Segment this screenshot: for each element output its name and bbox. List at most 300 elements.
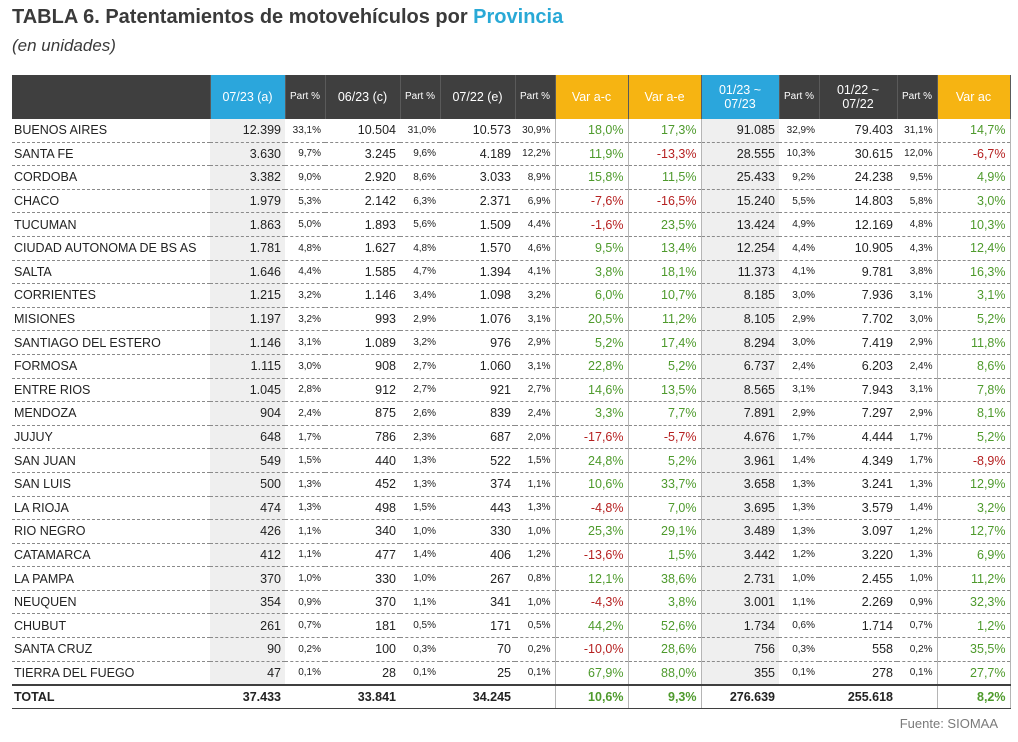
- value-06-23: 2.920: [325, 166, 400, 190]
- value-07-22: 3.033: [440, 166, 515, 190]
- part-06-23: 4,8%: [400, 236, 440, 260]
- part-ytd-23: 5,5%: [779, 189, 819, 213]
- part-07-23: 1,1%: [285, 520, 325, 544]
- province-name: LA PAMPA: [12, 567, 210, 591]
- value-06-23: 10.504: [325, 119, 400, 142]
- var-a-c: -7,6%: [555, 189, 628, 213]
- var-a-c: 3,8%: [555, 260, 628, 284]
- value-07-22: 1.570: [440, 236, 515, 260]
- part-07-22: 6,9%: [515, 189, 555, 213]
- value-ytd-23: 13.424: [701, 213, 779, 237]
- var-a-e: 11,5%: [628, 166, 701, 190]
- var-a-c: -4,3%: [555, 590, 628, 614]
- value-07-23: 549: [210, 449, 285, 473]
- var-ac: 16,3%: [937, 260, 1010, 284]
- value-06-23: 993: [325, 307, 400, 331]
- var-a-e: -5,7%: [628, 425, 701, 449]
- var-a-e: -16,5%: [628, 189, 701, 213]
- var-ac: -8,9%: [937, 449, 1010, 473]
- value-07-22: 70: [440, 638, 515, 662]
- value-07-23: 426: [210, 520, 285, 544]
- total-row: [12, 685, 1010, 709]
- value-06-23: 786: [325, 425, 400, 449]
- table-row: [12, 661, 1010, 685]
- var-a-e: 5,2%: [628, 449, 701, 473]
- var-a-c: -4,8%: [555, 496, 628, 520]
- var-a-c: -1,6%: [555, 213, 628, 237]
- header-var-a-c: Var a-c: [555, 75, 628, 119]
- var-a-c: 6,0%: [555, 284, 628, 308]
- var-a-c: 22,8%: [555, 354, 628, 378]
- province-name: LA RIOJA: [12, 496, 210, 520]
- value-ytd-22: 3.241: [819, 472, 897, 496]
- value-ytd-22: 6.203: [819, 354, 897, 378]
- part-06-23: 5,6%: [400, 213, 440, 237]
- var-a-c: 12,1%: [555, 567, 628, 591]
- var-a-c: 3,3%: [555, 402, 628, 426]
- part-ytd-23: 3,0%: [779, 331, 819, 355]
- province-name: CATAMARCA: [12, 543, 210, 567]
- part-06-23: 1,0%: [400, 520, 440, 544]
- source-note: Fuente: SIOMAA: [899, 716, 998, 731]
- value-06-23: 912: [325, 378, 400, 402]
- part-07-22: 1,1%: [515, 472, 555, 496]
- value-ytd-22: 14.803: [819, 189, 897, 213]
- part-ytd-22: 3,1%: [897, 378, 937, 402]
- part-07-22: 3,1%: [515, 354, 555, 378]
- province-name: TIERRA DEL FUEGO: [12, 661, 210, 685]
- var-a-c: 10,6%: [555, 472, 628, 496]
- value-07-22: 374: [440, 472, 515, 496]
- part-ytd-23: 3,1%: [779, 378, 819, 402]
- part-06-23: 4,7%: [400, 260, 440, 284]
- part-ytd-23: 3,0%: [779, 284, 819, 308]
- value-07-23: 261: [210, 614, 285, 638]
- var-a-e: 9,3%: [628, 685, 701, 709]
- part-ytd-23: 1,2%: [779, 543, 819, 567]
- part-ytd-22: 1,7%: [897, 449, 937, 473]
- part-06-23: 9,6%: [400, 142, 440, 166]
- part-ytd-23: 10,3%: [779, 142, 819, 166]
- part-ytd-23: 1,1%: [779, 590, 819, 614]
- part-07-23: 1,7%: [285, 425, 325, 449]
- header-province: [12, 75, 210, 119]
- value-07-22: 1.076: [440, 307, 515, 331]
- province-name: MENDOZA: [12, 402, 210, 426]
- var-a-c: -17,6%: [555, 425, 628, 449]
- value-ytd-22: 2.455: [819, 567, 897, 591]
- part-ytd-23: 4,4%: [779, 236, 819, 260]
- value-07-22: 1.060: [440, 354, 515, 378]
- value-07-22: 10.573: [440, 119, 515, 142]
- value-ytd-23: 8.294: [701, 331, 779, 355]
- value-07-23: 12.399: [210, 119, 285, 142]
- part-ytd-22: 12,0%: [897, 142, 937, 166]
- table-row: [12, 284, 1010, 308]
- part-07-23: 3,2%: [285, 284, 325, 308]
- part-06-23: 1,5%: [400, 496, 440, 520]
- value-ytd-22: 2.269: [819, 590, 897, 614]
- var-a-c: 18,0%: [555, 119, 628, 142]
- value-ytd-22: 10.905: [819, 236, 897, 260]
- value-07-22: 687: [440, 425, 515, 449]
- value-ytd-22: 3.220: [819, 543, 897, 567]
- var-a-e: 11,2%: [628, 307, 701, 331]
- value-ytd-23: 276.639: [701, 685, 779, 709]
- value-07-23: 1.146: [210, 331, 285, 355]
- table-subtitle: (en unidades): [12, 36, 116, 55]
- part-06-23: 2,7%: [400, 378, 440, 402]
- part-07-23: 0,2%: [285, 638, 325, 662]
- value-06-23: 477: [325, 543, 400, 567]
- table-row: [12, 142, 1010, 166]
- table-row: [12, 378, 1010, 402]
- part-07-23: 3,2%: [285, 307, 325, 331]
- value-07-22: 330: [440, 520, 515, 544]
- value-ytd-22: 7.702: [819, 307, 897, 331]
- part-ytd-23: 1,3%: [779, 496, 819, 520]
- value-ytd-22: 3.579: [819, 496, 897, 520]
- table-row: [12, 307, 1010, 331]
- value-07-22: 1.394: [440, 260, 515, 284]
- part-ytd-22: 3,8%: [897, 260, 937, 284]
- var-ac: 8,2%: [937, 685, 1010, 709]
- value-07-23: 1.979: [210, 189, 285, 213]
- table-row: [12, 236, 1010, 260]
- value-07-23: 1.115: [210, 354, 285, 378]
- table-row: [12, 638, 1010, 662]
- header-var-a-e: Var a-e: [628, 75, 701, 119]
- value-07-23: 412: [210, 543, 285, 567]
- part-07-23: [285, 685, 325, 709]
- value-06-23: 330: [325, 567, 400, 591]
- table-row: [12, 590, 1010, 614]
- header-part-a: Part %: [285, 75, 325, 119]
- header-var-ac: Var ac: [937, 75, 1010, 119]
- var-a-c: 67,9%: [555, 661, 628, 685]
- value-07-23: 1.863: [210, 213, 285, 237]
- part-ytd-22: 0,1%: [897, 661, 937, 685]
- value-ytd-22: 558: [819, 638, 897, 662]
- part-07-22: 2,0%: [515, 425, 555, 449]
- province-name: CORRIENTES: [12, 284, 210, 308]
- value-07-23: 354: [210, 590, 285, 614]
- part-ytd-22: 1,2%: [897, 520, 937, 544]
- part-06-23: 3,4%: [400, 284, 440, 308]
- part-07-23: 2,8%: [285, 378, 325, 402]
- value-07-22: 4.189: [440, 142, 515, 166]
- value-06-23: 875: [325, 402, 400, 426]
- value-07-23: 648: [210, 425, 285, 449]
- province-name: MISIONES: [12, 307, 210, 331]
- table-body: [12, 119, 1010, 709]
- value-ytd-23: 8.185: [701, 284, 779, 308]
- table-row: [12, 472, 1010, 496]
- var-a-e: 13,5%: [628, 378, 701, 402]
- value-07-22: 1.509: [440, 213, 515, 237]
- var-a-e: 88,0%: [628, 661, 701, 685]
- var-a-c: 15,8%: [555, 166, 628, 190]
- part-ytd-22: 2,4%: [897, 354, 937, 378]
- part-ytd-23: [779, 685, 819, 709]
- var-ac: 12,9%: [937, 472, 1010, 496]
- part-ytd-23: 1,3%: [779, 520, 819, 544]
- table-row: [12, 567, 1010, 591]
- value-06-23: 3.245: [325, 142, 400, 166]
- part-07-22: 0,5%: [515, 614, 555, 638]
- province-name: SANTIAGO DEL ESTERO: [12, 331, 210, 355]
- value-07-23: 500: [210, 472, 285, 496]
- value-ytd-22: 79.403: [819, 119, 897, 142]
- value-ytd-22: 255.618: [819, 685, 897, 709]
- var-ac: 4,9%: [937, 166, 1010, 190]
- var-ac: 3,1%: [937, 284, 1010, 308]
- value-07-23: 1.646: [210, 260, 285, 284]
- value-07-22: 443: [440, 496, 515, 520]
- part-07-23: 0,1%: [285, 661, 325, 685]
- value-ytd-22: 7.297: [819, 402, 897, 426]
- value-ytd-22: 24.238: [819, 166, 897, 190]
- part-ytd-23: 1,0%: [779, 567, 819, 591]
- value-06-23: 28: [325, 661, 400, 685]
- value-06-23: 1.146: [325, 284, 400, 308]
- value-07-23: 474: [210, 496, 285, 520]
- part-07-23: 1,3%: [285, 472, 325, 496]
- value-07-23: 90: [210, 638, 285, 662]
- value-ytd-23: 28.555: [701, 142, 779, 166]
- var-ac: 3,0%: [937, 189, 1010, 213]
- part-ytd-22: [897, 685, 937, 709]
- value-07-23: 3.382: [210, 166, 285, 190]
- part-06-23: 2,6%: [400, 402, 440, 426]
- part-07-23: 5,0%: [285, 213, 325, 237]
- part-ytd-22: 1,7%: [897, 425, 937, 449]
- province-name: SAN LUIS: [12, 472, 210, 496]
- table-row: [12, 119, 1010, 142]
- value-06-23: 340: [325, 520, 400, 544]
- part-07-22: 3,1%: [515, 307, 555, 331]
- province-name: SANTA FE: [12, 142, 210, 166]
- part-06-23: 8,6%: [400, 166, 440, 190]
- value-ytd-22: 7.419: [819, 331, 897, 355]
- value-07-22: 341: [440, 590, 515, 614]
- title-highlight: Provincia: [473, 6, 564, 28]
- value-07-22: 267: [440, 567, 515, 591]
- var-ac: 27,7%: [937, 661, 1010, 685]
- value-ytd-22: 7.943: [819, 378, 897, 402]
- part-07-23: 33,1%: [285, 119, 325, 142]
- var-a-e: 29,1%: [628, 520, 701, 544]
- var-a-e: -13,3%: [628, 142, 701, 166]
- part-06-23: 2,9%: [400, 307, 440, 331]
- var-a-e: 7,7%: [628, 402, 701, 426]
- value-07-23: 3.630: [210, 142, 285, 166]
- province-name: FORMOSA: [12, 354, 210, 378]
- value-ytd-23: 3.658: [701, 472, 779, 496]
- var-a-c: 20,5%: [555, 307, 628, 331]
- var-ac: 6,9%: [937, 543, 1010, 567]
- table-row: [12, 260, 1010, 284]
- var-a-e: 5,2%: [628, 354, 701, 378]
- part-07-23: 9,7%: [285, 142, 325, 166]
- part-07-22: 0,1%: [515, 661, 555, 685]
- part-ytd-22: 4,3%: [897, 236, 937, 260]
- province-name: JUJUY: [12, 425, 210, 449]
- province-name: SAN JUAN: [12, 449, 210, 473]
- part-07-22: 4,6%: [515, 236, 555, 260]
- header-01-22-07-22: 01/22 ~ 07/22: [819, 75, 897, 119]
- table-row: [12, 425, 1010, 449]
- part-07-22: 1,0%: [515, 590, 555, 614]
- value-06-23: 370: [325, 590, 400, 614]
- part-07-23: 3,1%: [285, 331, 325, 355]
- table-row: [12, 449, 1010, 473]
- var-a-c: 9,5%: [555, 236, 628, 260]
- value-06-23: 100: [325, 638, 400, 662]
- value-ytd-23: 1.734: [701, 614, 779, 638]
- table-row: [12, 354, 1010, 378]
- value-ytd-23: 8.105: [701, 307, 779, 331]
- province-name: TUCUMAN: [12, 213, 210, 237]
- part-ytd-22: 1,4%: [897, 496, 937, 520]
- var-ac: 5,2%: [937, 307, 1010, 331]
- value-ytd-23: 8.565: [701, 378, 779, 402]
- var-ac: 12,7%: [937, 520, 1010, 544]
- value-ytd-23: 4.676: [701, 425, 779, 449]
- value-ytd-23: 3.442: [701, 543, 779, 567]
- table-row: [12, 543, 1010, 567]
- value-06-23: 1.089: [325, 331, 400, 355]
- part-ytd-23: 0,3%: [779, 638, 819, 662]
- part-06-23: 1,4%: [400, 543, 440, 567]
- var-ac: 8,1%: [937, 402, 1010, 426]
- data-table: [12, 75, 1011, 709]
- header-07-23-a: 07/23 (a): [210, 75, 285, 119]
- value-07-23: 37.433: [210, 685, 285, 709]
- var-ac: 10,3%: [937, 213, 1010, 237]
- part-07-22: 3,2%: [515, 284, 555, 308]
- part-07-22: 1,2%: [515, 543, 555, 567]
- value-07-23: 1.781: [210, 236, 285, 260]
- part-ytd-23: 0,1%: [779, 661, 819, 685]
- part-ytd-23: 2,9%: [779, 307, 819, 331]
- part-06-23: 2,3%: [400, 425, 440, 449]
- var-ac: 3,2%: [937, 496, 1010, 520]
- var-a-e: 7,0%: [628, 496, 701, 520]
- part-07-23: 4,8%: [285, 236, 325, 260]
- value-ytd-23: 3.489: [701, 520, 779, 544]
- part-ytd-23: 2,9%: [779, 402, 819, 426]
- part-07-23: 9,0%: [285, 166, 325, 190]
- table-row: [12, 614, 1010, 638]
- part-06-23: 1,1%: [400, 590, 440, 614]
- part-ytd-22: 1,0%: [897, 567, 937, 591]
- value-07-22: 1.098: [440, 284, 515, 308]
- part-ytd-22: 0,2%: [897, 638, 937, 662]
- header-part-ytd22: Part %: [897, 75, 937, 119]
- part-ytd-22: 5,8%: [897, 189, 937, 213]
- part-ytd-23: 1,3%: [779, 472, 819, 496]
- value-07-22: 34.245: [440, 685, 515, 709]
- part-07-23: 0,7%: [285, 614, 325, 638]
- value-ytd-23: 25.433: [701, 166, 779, 190]
- value-ytd-23: 11.373: [701, 260, 779, 284]
- value-ytd-22: 12.169: [819, 213, 897, 237]
- value-ytd-22: 4.349: [819, 449, 897, 473]
- var-ac: 35,5%: [937, 638, 1010, 662]
- value-07-22: 921: [440, 378, 515, 402]
- part-07-22: 2,4%: [515, 402, 555, 426]
- table-row: [12, 189, 1010, 213]
- part-ytd-23: 4,9%: [779, 213, 819, 237]
- part-ytd-22: 2,9%: [897, 331, 937, 355]
- part-07-22: 30,9%: [515, 119, 555, 142]
- province-name: SALTA: [12, 260, 210, 284]
- var-ac: 1,2%: [937, 614, 1010, 638]
- value-07-22: 522: [440, 449, 515, 473]
- var-ac: 14,7%: [937, 119, 1010, 142]
- part-ytd-23: 9,2%: [779, 166, 819, 190]
- var-ac: 5,2%: [937, 425, 1010, 449]
- province-name: SANTA CRUZ: [12, 638, 210, 662]
- value-07-23: 1.215: [210, 284, 285, 308]
- part-06-23: 0,1%: [400, 661, 440, 685]
- value-ytd-23: 6.737: [701, 354, 779, 378]
- value-ytd-22: 9.781: [819, 260, 897, 284]
- header-06-23-c: 06/23 (c): [325, 75, 400, 119]
- part-06-23: 1,3%: [400, 449, 440, 473]
- part-07-22: 0,2%: [515, 638, 555, 662]
- var-ac: 11,8%: [937, 331, 1010, 355]
- part-06-23: 0,5%: [400, 614, 440, 638]
- value-07-22: 25: [440, 661, 515, 685]
- part-ytd-22: 9,5%: [897, 166, 937, 190]
- var-a-e: 23,5%: [628, 213, 701, 237]
- header-07-22-e: 07/22 (e): [440, 75, 515, 119]
- value-06-23: 181: [325, 614, 400, 638]
- province-name: NEUQUEN: [12, 590, 210, 614]
- part-ytd-23: 0,6%: [779, 614, 819, 638]
- part-07-22: 1,0%: [515, 520, 555, 544]
- part-06-23: 0,3%: [400, 638, 440, 662]
- part-07-22: 2,7%: [515, 378, 555, 402]
- value-ytd-22: 1.714: [819, 614, 897, 638]
- value-ytd-23: 91.085: [701, 119, 779, 142]
- value-07-23: 47: [210, 661, 285, 685]
- var-a-c: -10,0%: [555, 638, 628, 662]
- var-a-e: 1,5%: [628, 543, 701, 567]
- part-ytd-22: 3,1%: [897, 284, 937, 308]
- part-07-22: 4,4%: [515, 213, 555, 237]
- var-ac: 12,4%: [937, 236, 1010, 260]
- var-ac: 8,6%: [937, 354, 1010, 378]
- var-ac: 11,2%: [937, 567, 1010, 591]
- province-name: RIO NEGRO: [12, 520, 210, 544]
- var-a-c: -13,6%: [555, 543, 628, 567]
- part-ytd-22: 4,8%: [897, 213, 937, 237]
- part-07-22: 12,2%: [515, 142, 555, 166]
- value-07-23: 1.045: [210, 378, 285, 402]
- part-07-23: 1,1%: [285, 543, 325, 567]
- var-ac: 32,3%: [937, 590, 1010, 614]
- header-part-ytd23: Part %: [779, 75, 819, 119]
- part-07-23: 5,3%: [285, 189, 325, 213]
- part-07-22: 1,3%: [515, 496, 555, 520]
- part-06-23: 1,3%: [400, 472, 440, 496]
- province-name: ENTRE RIOS: [12, 378, 210, 402]
- var-a-c: 11,9%: [555, 142, 628, 166]
- value-ytd-22: 30.615: [819, 142, 897, 166]
